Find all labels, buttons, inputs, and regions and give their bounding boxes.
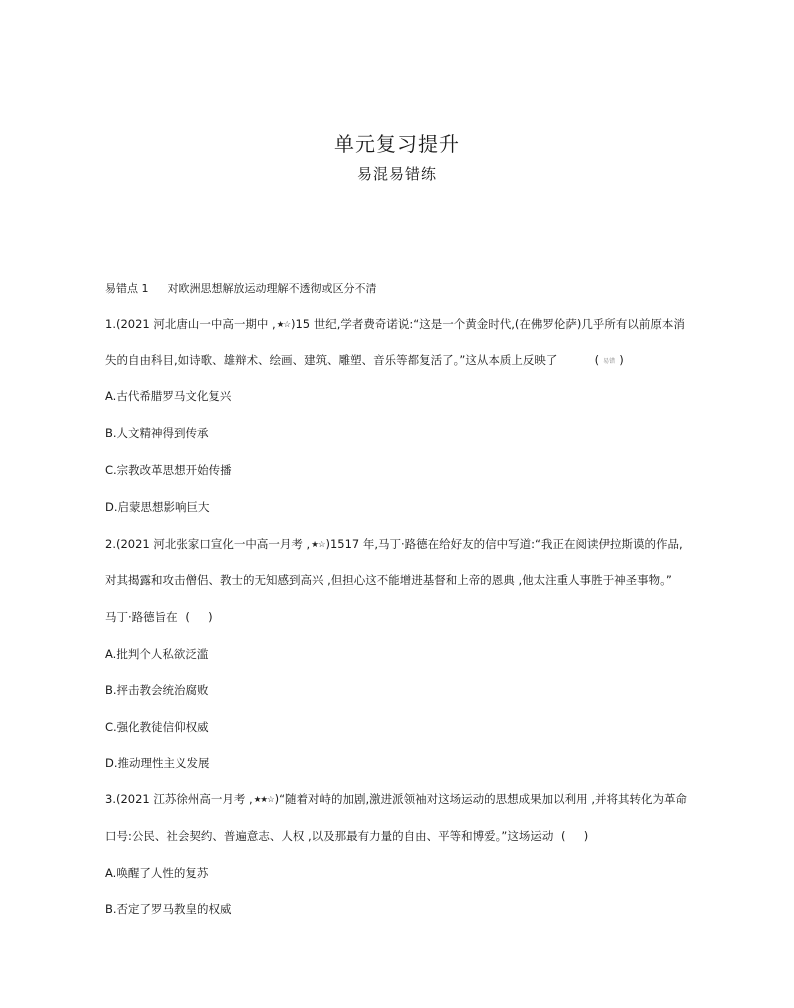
answer-paren: ( ) (185, 610, 213, 624)
question-2-text-3: 马丁·路德旨在 (105, 610, 178, 624)
question-2-source: 2.(2021 河北张家口宣化一中高一月考 , (105, 537, 311, 551)
question-3-source: 3.(2021 江苏徐州高一月考 , (105, 792, 253, 806)
error-prone-note: 易错 (603, 358, 616, 365)
question-3-option-b: B.否定了罗马教皇的权威 (105, 902, 232, 916)
question-3-line-2 (105, 828, 588, 844)
star-rating-icon: ★☆ (311, 540, 325, 550)
question-1-option-b: B.人文精神得到传承 (105, 426, 209, 440)
question-1-line-2 (105, 352, 624, 368)
section-description: 对欧洲思想解放运动理解不透彻或区分不清 (167, 282, 377, 295)
question-2-option-c: C.强化教徒信仰权威 (105, 720, 209, 734)
question-2-option-a: A.批判个人私欲泛滥 (105, 647, 209, 661)
star-rating-icon: ★★☆ (253, 795, 274, 805)
question-2-option-d: D.推动理性主义发展 (105, 756, 210, 770)
answer-paren: ( ) (561, 829, 589, 843)
question-3-option-a: A.唤醒了人性的复苏 (105, 866, 209, 880)
page-subtitle: 易混易错练 (356, 165, 437, 183)
question-2-option-b: B.抨击教会统治腐败 (105, 683, 209, 697)
star-rating-icon: ★☆ (276, 320, 290, 330)
section-heading (105, 280, 377, 296)
question-1-source: 1.(2021 河北唐山一中高一期中 , (105, 317, 276, 331)
question-1-line-1 (105, 316, 685, 332)
question-3-text-2: 口号:公民、社会契约、普遍意志、人权 ,以及那最有力量的自由、平等和博爱。”这场运动 (105, 829, 554, 843)
question-3-line-1 (105, 791, 687, 807)
section-tag: 易错点 1 (105, 282, 149, 295)
question-2-line-3 (105, 609, 213, 625)
question-2-line-2: 对其揭露和攻击僧侣、教士的无知感到高兴 ,但担心这不能增进基督和上帝的恩典 ,他太注重人事胜于神圣事物。” (105, 573, 672, 587)
question-3-text-1: )“随着对峙的加剧,激进派领袖对这场运动的思想成果加以利用 ,并将其转化为革命 (274, 792, 687, 806)
question-1-option-c: C.宗教改革思想开始传播 (105, 463, 232, 477)
question-1-option-d: D.启蒙思想影响巨大 (105, 500, 210, 514)
answer-paren-close: ) (619, 353, 624, 367)
question-2-line-1 (105, 536, 683, 552)
question-2-text-1: )1517 年,马丁·路德在给好友的信中写道:“我正在阅读伊拉斯谟的作品, (325, 537, 683, 551)
answer-paren-open: ( (594, 353, 600, 367)
question-1-text-1: )15 世纪,学者费奇诺说:“这是一个黄金时代,(在佛罗伦萨)几乎所有以前原本消 (290, 317, 685, 331)
question-1-text-2: 失的自由科目,如诗歌、雄辩术、绘画、建筑、雕塑、音乐等都复活了。”这从本质上反映了 (105, 353, 558, 367)
page-title: 单元复习提升 (334, 132, 460, 156)
question-1-option-a: A.古代希腊罗马文化复兴 (105, 389, 232, 403)
